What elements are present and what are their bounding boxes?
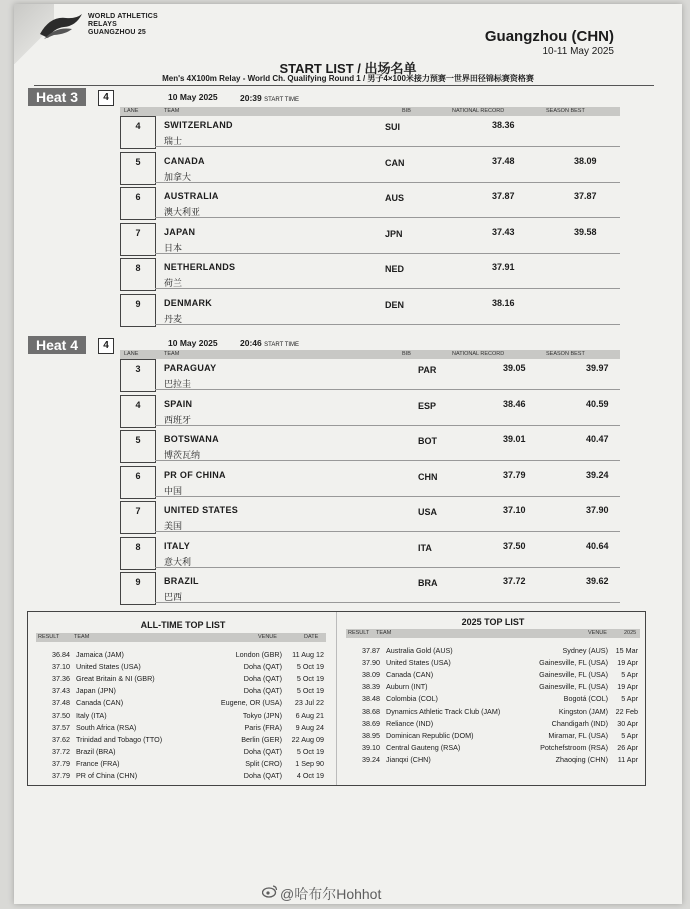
national-record: 37.72 xyxy=(503,576,526,586)
lane-number: 8 xyxy=(135,541,141,552)
result-time: 39.10 xyxy=(362,742,380,752)
brand-line-1: WORLD ATHLETICS xyxy=(88,13,158,20)
all-time-title: ALL-TIME TOP LIST xyxy=(140,620,226,630)
team-name: SWITZERLAND xyxy=(164,120,233,130)
lane-box xyxy=(120,572,156,605)
lane-number: 5 xyxy=(135,435,141,445)
event-subtitle: Men's 4X100m Relay - World Ch. Qualifying Round 1 / 男子4×100米接力预赛一世界田径锦标赛资格赛 xyxy=(162,74,534,83)
bib-code: NED xyxy=(385,264,405,274)
date: 22 Aug 09 xyxy=(291,734,324,744)
team: Central Gauteng (RSA) xyxy=(386,742,461,752)
national-record: 37.50 xyxy=(503,540,526,551)
lane-box xyxy=(120,187,156,220)
list-item xyxy=(362,731,640,743)
watermark: @哈布尔Hohhot xyxy=(280,886,382,902)
lane-number: 7 xyxy=(135,227,141,238)
bib-code: PAR xyxy=(418,365,437,375)
date: 5 Oct 19 xyxy=(296,746,324,756)
venue: Doha (QAT) xyxy=(243,771,282,780)
bib-code: JPN xyxy=(385,228,403,239)
brand-lines xyxy=(88,13,158,37)
result-time: 39.24 xyxy=(362,754,380,764)
team-name-cn: 博茨瓦纳 xyxy=(164,450,201,460)
result-time: 37.62 xyxy=(52,734,70,744)
season-best: 40.59 xyxy=(586,398,609,409)
lane-number: 3 xyxy=(135,364,141,374)
bib-code: CAN xyxy=(385,157,405,168)
bib-code: BOT xyxy=(418,436,437,446)
heat-4-time xyxy=(240,338,299,348)
bib-code: BRA xyxy=(418,578,438,588)
col-year: 2025 xyxy=(624,630,637,636)
heat-4-count: 4 xyxy=(98,338,114,354)
row-divider xyxy=(155,217,620,218)
season-best: 37.90 xyxy=(586,505,609,515)
lane-number: 5 xyxy=(135,156,141,167)
result-time: 37.10 xyxy=(52,662,70,672)
date: 22 Feb xyxy=(615,706,638,716)
team: Dynamics Athletic Track Club (JAM) xyxy=(386,706,501,716)
row-divider xyxy=(155,288,620,289)
col-lane: LANE xyxy=(124,351,139,357)
list-item xyxy=(362,755,640,767)
national-record: 37.79 xyxy=(503,469,526,480)
season-best: 39.24 xyxy=(586,469,609,480)
row-divider xyxy=(155,460,620,461)
heat-3-badge: Heat 3 xyxy=(28,88,86,106)
row-divider xyxy=(155,182,620,183)
national-record: 37.87 xyxy=(492,191,515,201)
venue: Gainesville, FL (USA) xyxy=(539,658,608,668)
date: 5 Oct 19 xyxy=(296,662,324,672)
national-record: 38.36 xyxy=(492,120,515,130)
national-record: 37.10 xyxy=(503,505,526,515)
lane-number: 9 xyxy=(135,298,141,309)
season-best: 37.87 xyxy=(574,191,597,201)
heat-4-time-value: 20:46 xyxy=(240,338,262,348)
divider xyxy=(34,85,654,86)
team-name-cn: 丹麦 xyxy=(164,313,183,324)
venue: Gainesville, FL (USA) xyxy=(539,682,608,692)
row-divider xyxy=(155,602,620,603)
team-name: PR OF CHINA xyxy=(164,469,226,480)
team-name: AUSTRALIA xyxy=(164,191,219,201)
bib-code: DEN xyxy=(385,299,405,310)
list-item xyxy=(52,650,324,662)
list-item xyxy=(52,723,324,735)
heat-4-time-label: START TIME xyxy=(264,342,300,348)
col-team: TEAM xyxy=(164,108,180,114)
page-title: START LIST / 出场名单 xyxy=(279,61,417,76)
row-divider xyxy=(155,425,620,426)
team-name-cn: 巴拉圭 xyxy=(164,379,192,389)
row-divider xyxy=(155,253,620,254)
team-name: PARAGUAY xyxy=(164,363,217,373)
lane-box xyxy=(120,501,156,534)
date: 5 Apr xyxy=(621,670,638,680)
lane-box xyxy=(120,116,156,149)
table-row xyxy=(120,152,620,183)
team: Brazil (BRA) xyxy=(76,746,116,756)
column-divider xyxy=(336,612,337,785)
result-time: 37.87 xyxy=(362,646,380,655)
heat-3-time xyxy=(240,93,299,103)
bib-code: USA xyxy=(418,507,438,517)
lane-box xyxy=(120,359,156,392)
heat-3-time-value: 20:39 xyxy=(240,93,262,103)
list-item xyxy=(362,719,640,731)
date: 15 Mar xyxy=(615,646,638,655)
venue: Potchefstroom (RSA) xyxy=(540,742,608,752)
row-divider xyxy=(155,324,620,325)
team-name-cn: 加拿大 xyxy=(164,171,192,182)
lane-number: 4 xyxy=(135,121,141,131)
lane-box xyxy=(120,294,156,327)
team: Reliance (IND) xyxy=(386,718,434,728)
national-record: 38.46 xyxy=(503,398,526,409)
heat-4-date: 10 May 2025 xyxy=(168,338,218,348)
date: 5 Oct 19 xyxy=(296,674,324,684)
date: 5 Apr xyxy=(621,694,638,704)
result-time: 38.48 xyxy=(362,694,380,704)
table-row xyxy=(120,501,620,532)
team-name-cn: 日本 xyxy=(164,242,183,253)
brand-line-2: RELAYS xyxy=(88,21,117,28)
list-item xyxy=(362,658,640,670)
lane-number: 9 xyxy=(135,577,141,587)
row-divider xyxy=(155,146,620,147)
national-record: 37.43 xyxy=(492,226,515,237)
list-item xyxy=(52,674,324,686)
venue: Sydney (AUS) xyxy=(562,646,608,655)
table-row xyxy=(120,294,620,325)
table-row xyxy=(120,116,620,147)
season-best: 40.64 xyxy=(586,540,609,551)
lane-box xyxy=(120,430,156,463)
lane-number: 4 xyxy=(135,399,141,410)
team-name: DENMARK xyxy=(164,297,213,308)
venue: Doha (QAT) xyxy=(243,746,282,756)
col-team: TEAM xyxy=(74,634,90,640)
season-best: 39.62 xyxy=(586,576,609,586)
venue: Split (CRO) xyxy=(245,758,282,768)
national-record: 38.16 xyxy=(492,297,515,308)
row-divider xyxy=(155,531,620,532)
team: United States (USA) xyxy=(386,658,451,668)
list-item xyxy=(362,743,640,755)
team: Trinidad and Tobago (TTO) xyxy=(76,734,163,744)
date: 19 Apr xyxy=(617,682,638,692)
bib-code: ESP xyxy=(418,400,437,411)
lane-number: 7 xyxy=(135,506,141,516)
team-name: JAPAN xyxy=(164,226,196,237)
national-record: 37.48 xyxy=(492,155,515,166)
team-name-cn: 美国 xyxy=(164,521,183,531)
team-name: BRAZIL xyxy=(164,576,199,586)
lane-number: 8 xyxy=(135,263,141,273)
venue: Kingston (JAM) xyxy=(558,706,608,716)
list-item xyxy=(362,707,640,719)
lane-number: 6 xyxy=(135,470,141,481)
bib-code: ITA xyxy=(418,542,432,553)
venue: Paris (FRA) xyxy=(244,722,282,732)
date: 9 Aug 24 xyxy=(295,722,324,732)
team: Italy (ITA) xyxy=(76,710,107,720)
list-item xyxy=(52,747,324,759)
lane-number: 6 xyxy=(135,192,141,202)
all-time-header xyxy=(36,633,326,642)
team: Japan (JPN) xyxy=(76,686,116,696)
season-best: 38.09 xyxy=(574,155,597,166)
row-divider xyxy=(155,389,620,390)
brand-line-3: GUANGZHOU 25 xyxy=(88,29,147,36)
result-time: 37.72 xyxy=(52,746,70,756)
list-item xyxy=(52,759,324,771)
list-item xyxy=(362,694,640,706)
team-name: BOTSWANA xyxy=(164,434,219,444)
col-bib: BIB xyxy=(402,108,411,114)
result-time: 36.84 xyxy=(52,650,70,659)
team: France (FRA) xyxy=(76,758,120,768)
weibo-icon xyxy=(262,884,278,898)
col-team: TEAM xyxy=(376,630,392,636)
bib-code: CHN xyxy=(418,471,438,482)
col-result: RESULT xyxy=(38,634,60,640)
venue: Zhaoqing (CHN) xyxy=(555,754,608,764)
result-time: 37.79 xyxy=(52,771,70,780)
col-season-best: SEASON BEST xyxy=(546,108,585,114)
heat-4-badge: Heat 4 xyxy=(28,336,86,354)
col-date: DATE xyxy=(304,634,319,640)
table-row xyxy=(120,572,620,603)
col-season-best: SEASON BEST xyxy=(546,351,585,357)
team-name: NETHERLANDS xyxy=(164,262,236,272)
date: 19 Apr xyxy=(617,658,638,668)
team: Canada (CAN) xyxy=(76,698,124,708)
row-divider xyxy=(155,567,620,568)
venue: Doha (QAT) xyxy=(243,674,282,684)
heat-3-date: 10 May 2025 xyxy=(168,92,218,102)
result-time: 37.43 xyxy=(52,686,70,696)
date: 1 Sep 90 xyxy=(295,758,324,768)
date: 11 Apr xyxy=(617,754,638,764)
table-row xyxy=(120,223,620,254)
lane-box xyxy=(120,152,156,185)
venue: Chandigarh (IND) xyxy=(551,718,608,728)
team-name-cn: 瑞士 xyxy=(164,136,183,146)
venue: Tokyo (JPN) xyxy=(242,710,282,720)
national-record: 39.05 xyxy=(503,363,526,373)
top-2025-title: 2025 TOP LIST xyxy=(461,617,525,627)
team: United States (USA) xyxy=(76,662,141,672)
list-item xyxy=(52,698,324,710)
result-time: 37.36 xyxy=(52,674,70,684)
date: 11 Aug 12 xyxy=(292,650,324,659)
result-time: 38.09 xyxy=(362,670,380,680)
result-time: 37.90 xyxy=(362,658,380,668)
date: 5 Oct 19 xyxy=(296,686,324,696)
result-time: 37.48 xyxy=(52,698,70,708)
date: 23 Jul 22 xyxy=(294,698,324,708)
result-time: 38.69 xyxy=(362,718,380,728)
national-record: 39.01 xyxy=(503,434,526,444)
lane-box xyxy=(120,537,156,570)
team-name: SPAIN xyxy=(164,398,193,409)
table-row xyxy=(120,359,620,390)
table-row xyxy=(120,430,620,461)
team-name-cn: 意大利 xyxy=(164,556,192,567)
team-name: ITALY xyxy=(164,540,191,551)
col-team: TEAM xyxy=(164,351,180,357)
venue: Gainesville, FL (USA) xyxy=(539,670,608,680)
team: PR of China (CHN) xyxy=(76,771,138,780)
table-row xyxy=(120,187,620,218)
result-time: 38.68 xyxy=(362,706,380,716)
table-row xyxy=(120,258,620,289)
team-name-cn: 西班牙 xyxy=(164,414,192,425)
team: Dominican Republic (DOM) xyxy=(386,730,474,740)
venue: Bogotá (COL) xyxy=(563,694,608,704)
venue: Berlin (GER) xyxy=(241,734,282,744)
date: 30 Apr xyxy=(617,718,638,728)
national-record: 37.91 xyxy=(492,262,515,272)
list-item xyxy=(362,646,640,658)
date: 4 Oct 19 xyxy=(296,771,324,780)
table-row xyxy=(120,537,620,568)
team: Great Britain & NI (GBR) xyxy=(76,674,155,684)
season-best: 39.97 xyxy=(586,363,609,373)
event-dates: 10-11 May 2025 xyxy=(542,46,614,57)
result-time: 38.95 xyxy=(362,730,380,740)
lane-box xyxy=(120,395,156,428)
row-divider xyxy=(155,496,620,497)
col-venue: VENUE xyxy=(588,630,607,636)
team: Australia Gold (AUS) xyxy=(386,646,453,655)
date: 5 Apr xyxy=(621,730,638,740)
list-item xyxy=(52,711,324,723)
lane-box xyxy=(120,258,156,291)
date: 26 Apr xyxy=(617,742,638,752)
lane-box xyxy=(120,466,156,499)
col-national-record: NATIONAL RECORD xyxy=(452,108,505,114)
venue: Doha (QAT) xyxy=(243,662,282,672)
venue: Eugene, OR (USA) xyxy=(220,698,282,708)
heat-3-column-header xyxy=(120,107,620,116)
col-national-record: NATIONAL RECORD xyxy=(452,351,505,357)
venue: Doha (QAT) xyxy=(243,686,282,696)
list-item xyxy=(52,771,324,783)
table-row xyxy=(120,466,620,497)
result-time: 37.79 xyxy=(52,758,70,768)
col-venue: VENUE xyxy=(258,634,277,640)
team: Canada (CAN) xyxy=(386,670,434,680)
city: Guangzhou (CHN) xyxy=(484,28,614,45)
result-time: 37.50 xyxy=(52,710,70,720)
team-name: CANADA xyxy=(164,155,205,166)
bib-code: AUS xyxy=(385,193,405,203)
start-list-sheet xyxy=(14,4,682,904)
heat-4-column-header xyxy=(120,350,620,359)
venue: London (GBR) xyxy=(235,650,282,659)
heat-3-time-label: START TIME xyxy=(264,97,300,103)
team-name-cn: 巴西 xyxy=(164,592,183,602)
col-result: RESULT xyxy=(348,630,370,636)
team: Auburn (INT) xyxy=(386,682,428,692)
team-name-cn: 中国 xyxy=(164,485,183,496)
team: Jamaica (JAM) xyxy=(76,650,124,659)
date: 6 Aug 21 xyxy=(295,710,324,720)
col-lane: LANE xyxy=(124,108,139,114)
season-best: 40.47 xyxy=(586,434,609,444)
heat-3-count: 4 xyxy=(98,90,114,106)
lane-box xyxy=(120,223,156,256)
team-name-cn: 澳大利亚 xyxy=(164,207,201,217)
venue: Miramar, FL (USA) xyxy=(548,730,608,740)
season-best: 39.58 xyxy=(574,226,597,237)
result-time: 38.39 xyxy=(362,682,380,692)
list-item xyxy=(52,662,324,674)
top-2025-header xyxy=(346,629,640,638)
top-lists-panel xyxy=(27,611,646,786)
team-name-cn: 荷兰 xyxy=(164,278,183,288)
team-name: UNITED STATES xyxy=(164,505,239,515)
list-item xyxy=(362,670,640,682)
list-item xyxy=(52,686,324,698)
table-row xyxy=(120,395,620,426)
team: South Africa (RSA) xyxy=(76,722,137,732)
world-athletics-logo-icon xyxy=(36,12,84,42)
col-bib: BIB xyxy=(402,351,411,357)
team: Colombia (COL) xyxy=(386,694,438,704)
list-item xyxy=(362,682,640,694)
team: Jianqxi (CHN) xyxy=(386,754,431,764)
bib-code: SUI xyxy=(385,122,401,132)
list-item xyxy=(52,735,324,747)
result-time: 37.57 xyxy=(52,722,70,732)
